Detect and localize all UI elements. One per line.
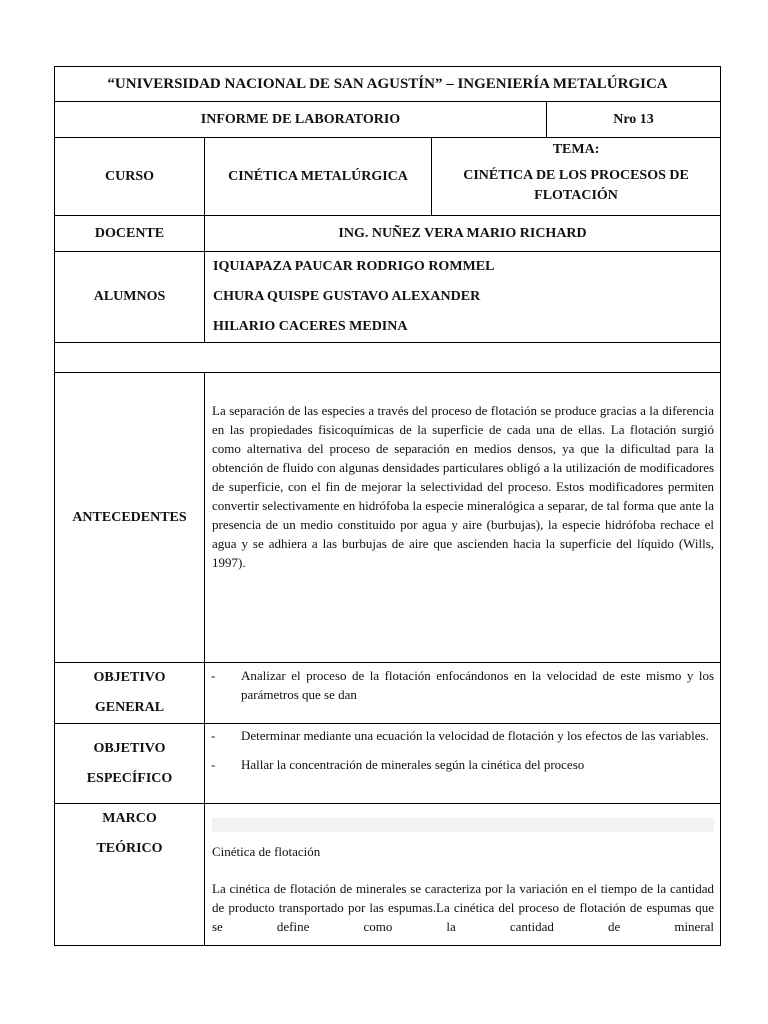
spacer-row: [55, 343, 721, 373]
course-label: CURSO: [55, 138, 205, 216]
background-row: [55, 373, 721, 663]
general-objective-cell: [205, 663, 721, 724]
specific-objective-text: Determinar mediante una ecuación la velocidad de flotación y los efectos de las variables.: [241, 728, 709, 743]
specific-objective-label: [55, 724, 205, 804]
teacher-label: DOCENTE: [55, 216, 205, 252]
bullet-dash: -: [211, 668, 216, 683]
background-label: ANTECEDENTES: [55, 373, 205, 663]
teacher-row: [55, 216, 721, 252]
specific-objective-item: [205, 755, 720, 774]
general-objective-label-line1: OBJETIVO: [93, 670, 166, 685]
bullet-dash: -: [211, 757, 216, 772]
general-objective-item: [205, 666, 720, 704]
student-name: IQUIAPAZA PAUCAR RODRIGO ROMMEL: [213, 259, 495, 274]
students-label: ALUMNOS: [55, 252, 205, 343]
general-objective-text: Analizar el proceso de la flotación enfocándonos en la velocidad de este mismo y los parámetros que se dan: [241, 668, 715, 702]
specific-objective-item: [205, 726, 720, 745]
students-row: [55, 252, 721, 343]
general-objective-row: [55, 663, 721, 724]
topic-label: TEMA:: [552, 142, 600, 157]
report-row: [55, 102, 721, 138]
background-cell: [205, 373, 721, 663]
teacher-value: ING. NUÑEZ VERA MARIO RICHARD: [205, 216, 721, 252]
specific-objective-cell: [205, 724, 721, 804]
university-row: [55, 67, 721, 102]
theory-text: La cinética de flotación de minerales se caracteriza por la variación en el tiempo de la cantidad de producto transportado por las espumas.La cinética del proceso de flotación de espumas que se define como la cantidad de mineral: [212, 881, 715, 934]
student-name: HILARIO CACERES MEDINA: [213, 319, 408, 334]
topic-value: CINÉTICA DE LOS PROCESOS DE FLOTACIÓN: [463, 168, 689, 203]
theory-row: [55, 804, 721, 946]
theory-label-line1: MARCO: [102, 811, 157, 826]
theory-cell: [205, 804, 721, 946]
theory-label: [55, 804, 205, 946]
report-number: Nro 13: [547, 102, 721, 138]
university-title: “UNIVERSIDAD NACIONAL DE SAN AGUSTÍN” – INGENIERÍA METALÚRGICA: [55, 67, 721, 102]
topic-cell: [432, 138, 721, 216]
report-title: INFORME DE LABORATORIO: [55, 102, 547, 138]
student-name: CHURA QUISPE GUSTAVO ALEXANDER: [213, 289, 481, 304]
theory-subtitle: Cinética de flotación: [212, 844, 321, 859]
background-text: La separación de las especies a través del proceso de flotación se produce gracias a la diferencia en las propiedades fisicoquímicas de la superficie de cada una de ellas. La flotación surgió como alternativa del proceso de separación en medios densos, ya que la dificultad para la obtención de fluido con algunas densidades particulares obligó a la utilización de modificadores de superficie, con el fin de mejorar la selectividad del proceso. Estos modificadores permiten convertir selectivamente en hidrófoba la especie mineralógica a separar, de tal forma que ante la presencia de un medio constituido por agua y aire (burbujas), la especie hidrófoba rechace el agua y se adhiera a las burbujas de aire que ascienden hacia la superficie del líquido (Wills, 1997).: [212, 403, 715, 570]
report-table: [54, 66, 721, 946]
specific-objective-label-line1: OBJETIVO: [93, 740, 166, 756]
general-objective-label: [55, 663, 205, 724]
specific-objective-label-line2: ESPECÍFICO: [86, 770, 173, 786]
students-list: [205, 252, 721, 343]
empty-cell: [55, 343, 721, 373]
specific-objective-row: [55, 724, 721, 804]
specific-objective-text: Hallar la concentración de minerales según la cinética del proceso: [241, 757, 585, 772]
bullet-dash: -: [211, 728, 216, 743]
shaded-band: [212, 818, 714, 832]
general-objective-label-line2: GENERAL: [94, 700, 165, 715]
theory-label-line2: TEÓRICO: [96, 841, 163, 856]
course-row: [55, 138, 721, 216]
course-value: CINÉTICA METALÚRGICA: [205, 138, 432, 216]
